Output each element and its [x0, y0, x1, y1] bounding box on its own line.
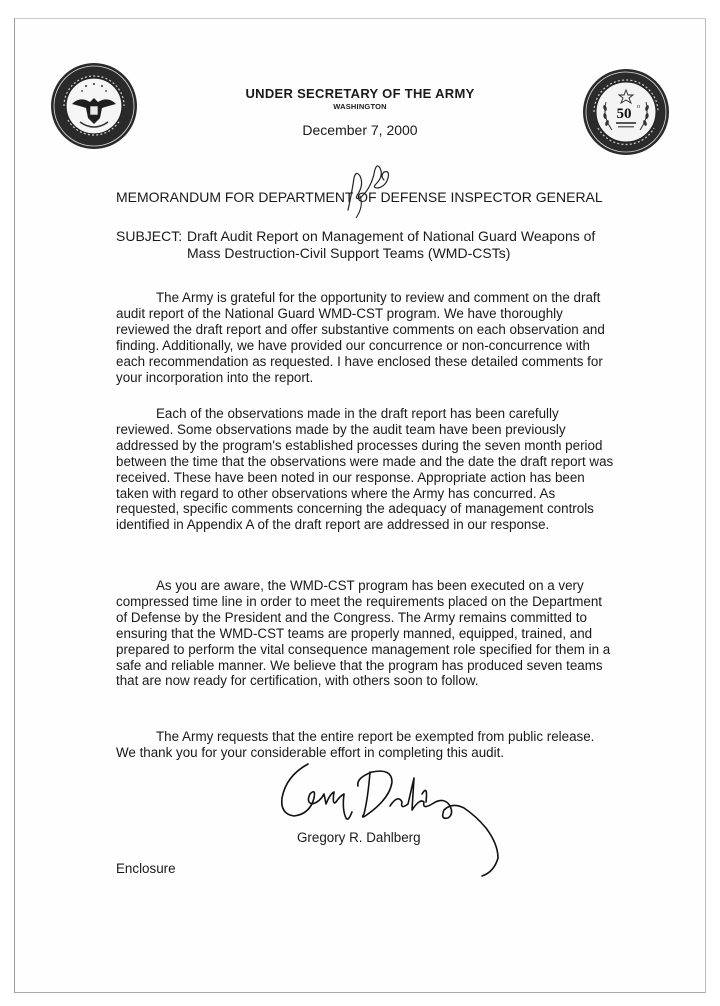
- handwritten-signature: [272, 758, 512, 882]
- signer-name: Gregory R. Dahlberg: [297, 830, 421, 845]
- letterhead-title: UNDER SECRETARY OF THE ARMY: [245, 86, 475, 101]
- body-paragraph-3: As you are aware, the WMD-CST program has been executed on a very compressed time line in order to meet the requirements placed on the Department of Defense by the President and the Congress. The Army remains committed to ensuring that the WMD-CST teams are properly manned, equipped, trained, and prepared to perform the vital consequence management role specified for them in a safe and reliable manner. We believe that the program has produced seven teams that are now ready for certification, with others soon to follow.: [116, 578, 611, 689]
- svg-text:o: o: [637, 104, 640, 110]
- body-paragraph-4: The Army requests that the entire report be exempted from public release. We thank you for your considerable effort in completing this audit.: [116, 729, 595, 760]
- 50th-anniversary-seal-icon: [582, 68, 670, 156]
- letterhead-location: WASHINGTON: [333, 102, 387, 111]
- seal-number: 50: [616, 106, 632, 122]
- letter-date: December 7, 2000: [302, 122, 418, 138]
- memo-addressee: MEMORANDUM FOR DEPARTMENT OF DEFENSE INSPECTOR GENERAL: [116, 189, 603, 205]
- body-paragraph-2: Each of the observations made in the draft report has been carefully reviewed. Some observations made by the audit team have been previously addressed by the program's established processes during the seven month period between the time that the observations were made and the date the draft report was received. These have been noted in our response. Appropriate action has been taken with regard to other observations where the Army has concurred. As requested, specific comments concerning the adequacy of management controls identified in Appendix A of the draft report are addressed in our response.: [116, 406, 614, 533]
- enclosure-note: Enclosure: [116, 861, 176, 876]
- body-paragraph-1: The Army is grateful for the opportunity to review and comment on the draft audit report of the National Guard WMD-CST program. We have thoroughly reviewed the draft report and offer substantive comments on each observation and finding. Additionally, we have provided our concurrence or non-concurrence with each recommendation as requested. I have enclosed these detailed comments for your incorporation into the report.: [116, 290, 605, 385]
- subject-text: Draft Audit Report on Management of National Guard Weapons of Mass Destruction-Civil Support Teams (WMD-CSTs): [187, 228, 596, 261]
- subject-label: SUBJECT:: [116, 228, 183, 244]
